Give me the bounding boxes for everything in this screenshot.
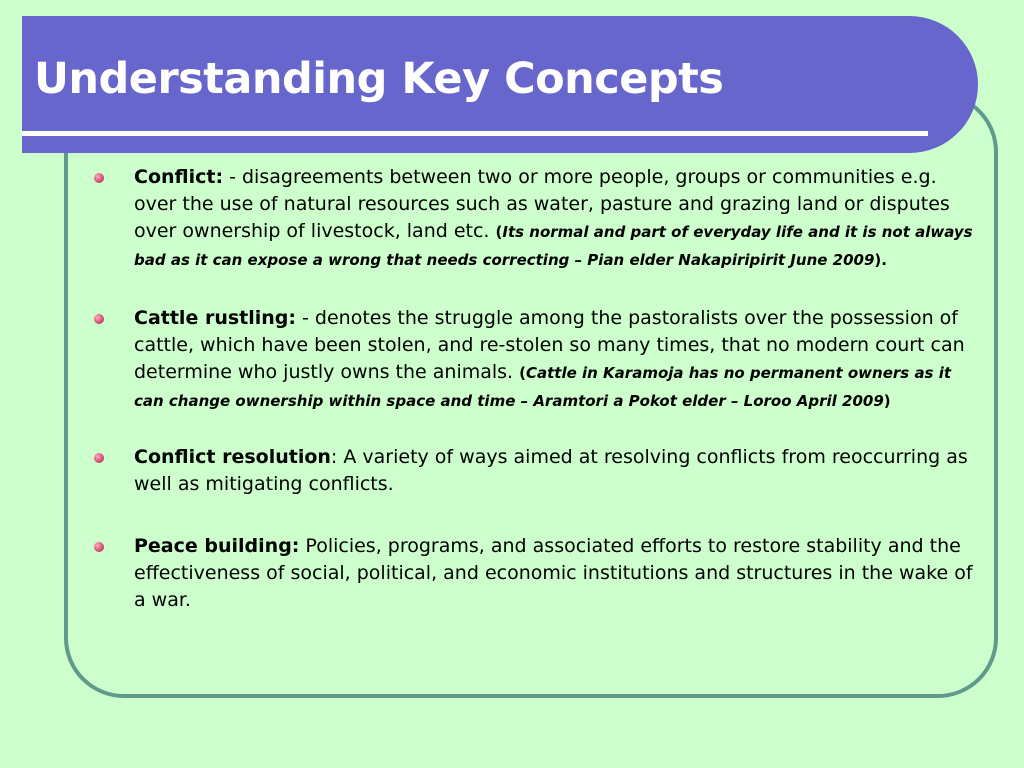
bullet-icon (94, 314, 104, 324)
concept-definition: - denotes the struggle among the pastoralists over the possession of cattle, which have been stolen, and re-stolen so many times, that no modern court can determine who justly owns the animals. (134, 307, 965, 383)
concept-cattle-rustling (94, 305, 974, 415)
concept-definition: - disagreements between two or more people, groups or communities e.g. over the use of natural resources such as water, pasture and grazing land or disputes over ownership of livestock, land etc. (134, 166, 950, 242)
concept-term: Peace building: (134, 535, 300, 557)
concept-definition: Policies, programs, and associated efforts to restore stability and the effectiveness of social, political, and economic institutions and structures in the wake of a war. (134, 535, 973, 611)
concept-conflict-resolution (94, 444, 974, 498)
slide-title: Understanding Key Concepts (34, 54, 724, 104)
concept-definition: : A variety of ways aimed at resolving conflicts from reoccurring as well as mitigating conflicts. (134, 446, 968, 495)
concept-quote: (Its normal and part of everyday life and it is not always bad as it can expose a wrong that needs correcting – Pian elder Nakapiripirit June 2009). (134, 223, 973, 269)
bullet-icon (94, 173, 104, 183)
quote-text: Its normal and part of everyday life and it is not always bad as it can expose a wrong that needs correcting – Pian elder Nakapiripirit June 2009 (134, 223, 973, 269)
title-underline (22, 131, 928, 136)
concept-term: Conflict resolution (134, 446, 331, 468)
concept-term: Conflict: (134, 166, 224, 188)
bullet-icon (94, 453, 104, 463)
concept-peace-building (94, 533, 974, 614)
concept-quote: (Cattle in Karamoja has no permanent owners as it can change ownership within space and time – Aramtori a Pokot elder – Loroo April 2009) (134, 364, 952, 410)
concept-list (94, 164, 974, 614)
quote-text: Cattle in Karamoja has no permanent owners as it can change ownership within space and time – Aramtori a Pokot elder – Loroo April 2009 (134, 364, 952, 410)
bullet-icon (94, 542, 104, 552)
concept-term: Cattle rustling: (134, 307, 296, 329)
concept-conflict (94, 164, 974, 274)
